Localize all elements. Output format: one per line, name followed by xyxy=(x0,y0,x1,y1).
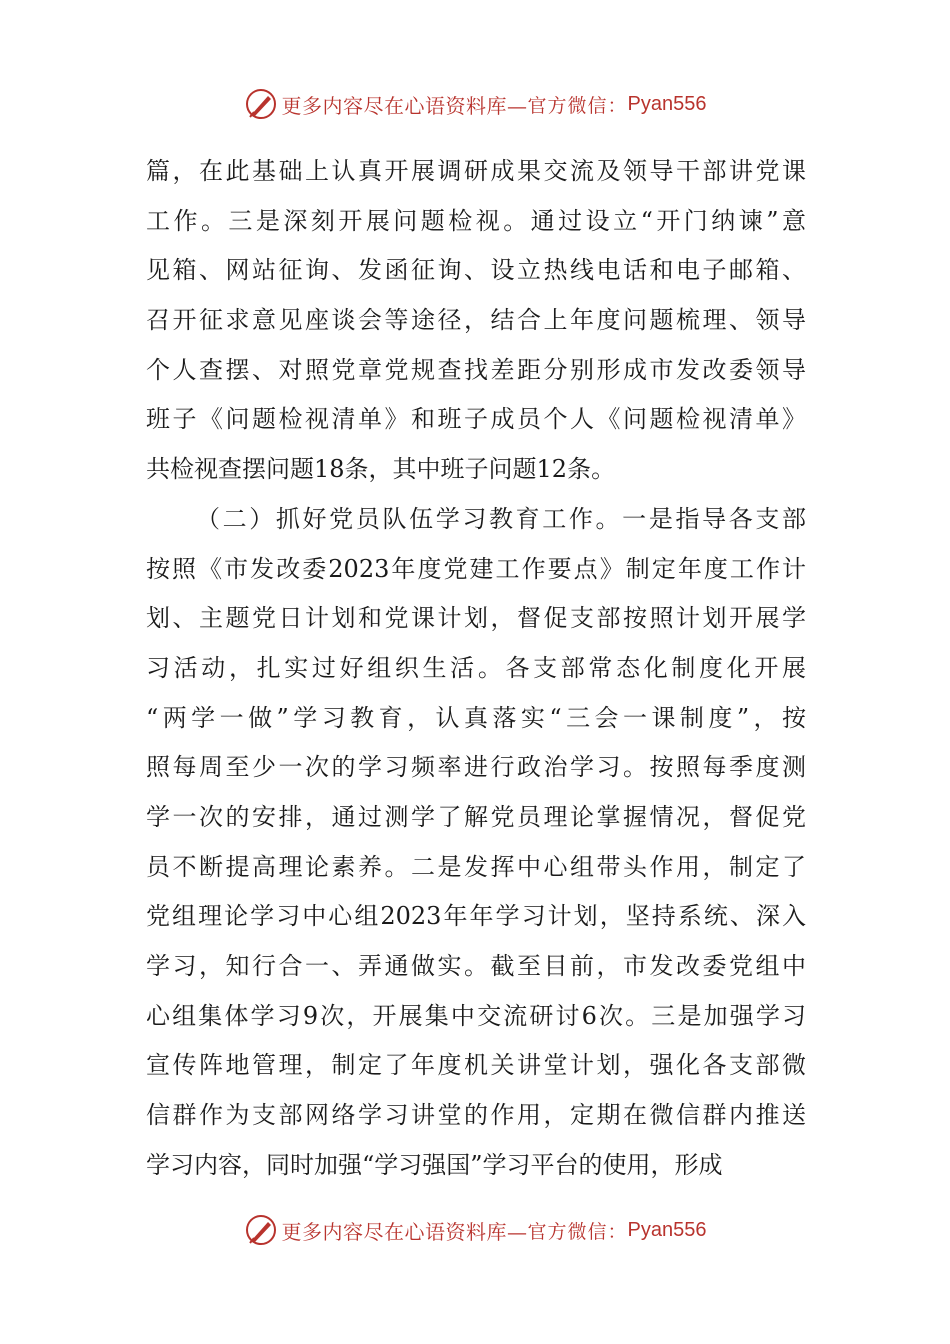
text-line: （二）抓好党员队伍学习教育工作。一是指导各支部 xyxy=(196,504,806,533)
header-banner xyxy=(0,84,950,124)
text-line: 员不断提高理论素养。二是发挥中心组带头作用，制定了 xyxy=(146,852,806,881)
text-line: 党组理论学习中心组2023年年学习计划，坚持系统、深入 xyxy=(146,902,806,931)
text-line: 班子《问题检视清单》和班子成员个人《问题检视清单》 xyxy=(146,405,806,434)
text-line: 篇，在此基础上认真开展调研成果交流及领导干部讲党课 xyxy=(146,157,806,185)
text-line: 见箱、网站征询、发函征询、设立热线电话和电子邮箱、 xyxy=(146,256,806,285)
text-line: 个人查摆、对照党章党规查找差距分别形成市发改委领导 xyxy=(146,355,806,384)
text-line: 划、主题党日计划和党课计划，督促支部按照计划开展学 xyxy=(146,604,806,633)
text-line: 召开征求意见座谈会等途径，结合上年度问题梳理、领导 xyxy=(146,306,806,335)
text-line: 按照《市发改委2023年度党建工作要点》制定年度工作计 xyxy=(146,554,806,583)
text-line: 照每周至少一次的学习频率进行政治学习。按照每季度测 xyxy=(146,753,806,782)
text-line: 学一次的安排，通过测学了解党员理论掌握情况，督促党 xyxy=(146,802,806,831)
text-line: 学习，知行合一、弄通做实。截至目前，市发改委党组中 xyxy=(146,952,806,980)
text-line: 共检视查摆问题18条，其中班子问题12条。 xyxy=(146,455,616,484)
header-wechat-id: Pyan556 xyxy=(627,92,707,115)
footer-wechat-label: 官方微信： xyxy=(527,1220,628,1243)
document-body xyxy=(146,147,806,1190)
footer-banner xyxy=(0,1210,950,1250)
pen-logo-icon xyxy=(244,1213,278,1247)
footer-banner-text: 更多内容尽在心语资料库— xyxy=(281,1219,528,1244)
text-line: 信群作为支部网络学习讲堂的作用，定期在微信群内推送 xyxy=(146,1101,806,1130)
pen-logo-icon xyxy=(244,87,278,121)
text-line: 学习内容，同时加强“学习强国”学习平台的使用，形成 xyxy=(146,1150,723,1179)
text-line: “两学一做”学习教育，认真落实“三会一课制度”，按 xyxy=(146,703,806,732)
text-line: 习活动，扎实过好组织生活。各支部常态化制度化开展 xyxy=(146,653,806,682)
text-line: 心组集体学习9次，开展集中交流研讨6次。三是加强学习 xyxy=(146,1001,806,1030)
text-line: 宣传阵地管理，制定了年度机关讲堂计划，强化各支部微 xyxy=(146,1051,806,1080)
text-line: 工作。三是深刻开展问题检视。通过设立“开门纳谏”意 xyxy=(146,206,806,235)
header-wechat-label: 官方微信： xyxy=(527,94,628,117)
footer-wechat-id: Pyan556 xyxy=(627,1218,707,1241)
header-banner-text: 更多内容尽在心语资料库— xyxy=(281,93,528,118)
